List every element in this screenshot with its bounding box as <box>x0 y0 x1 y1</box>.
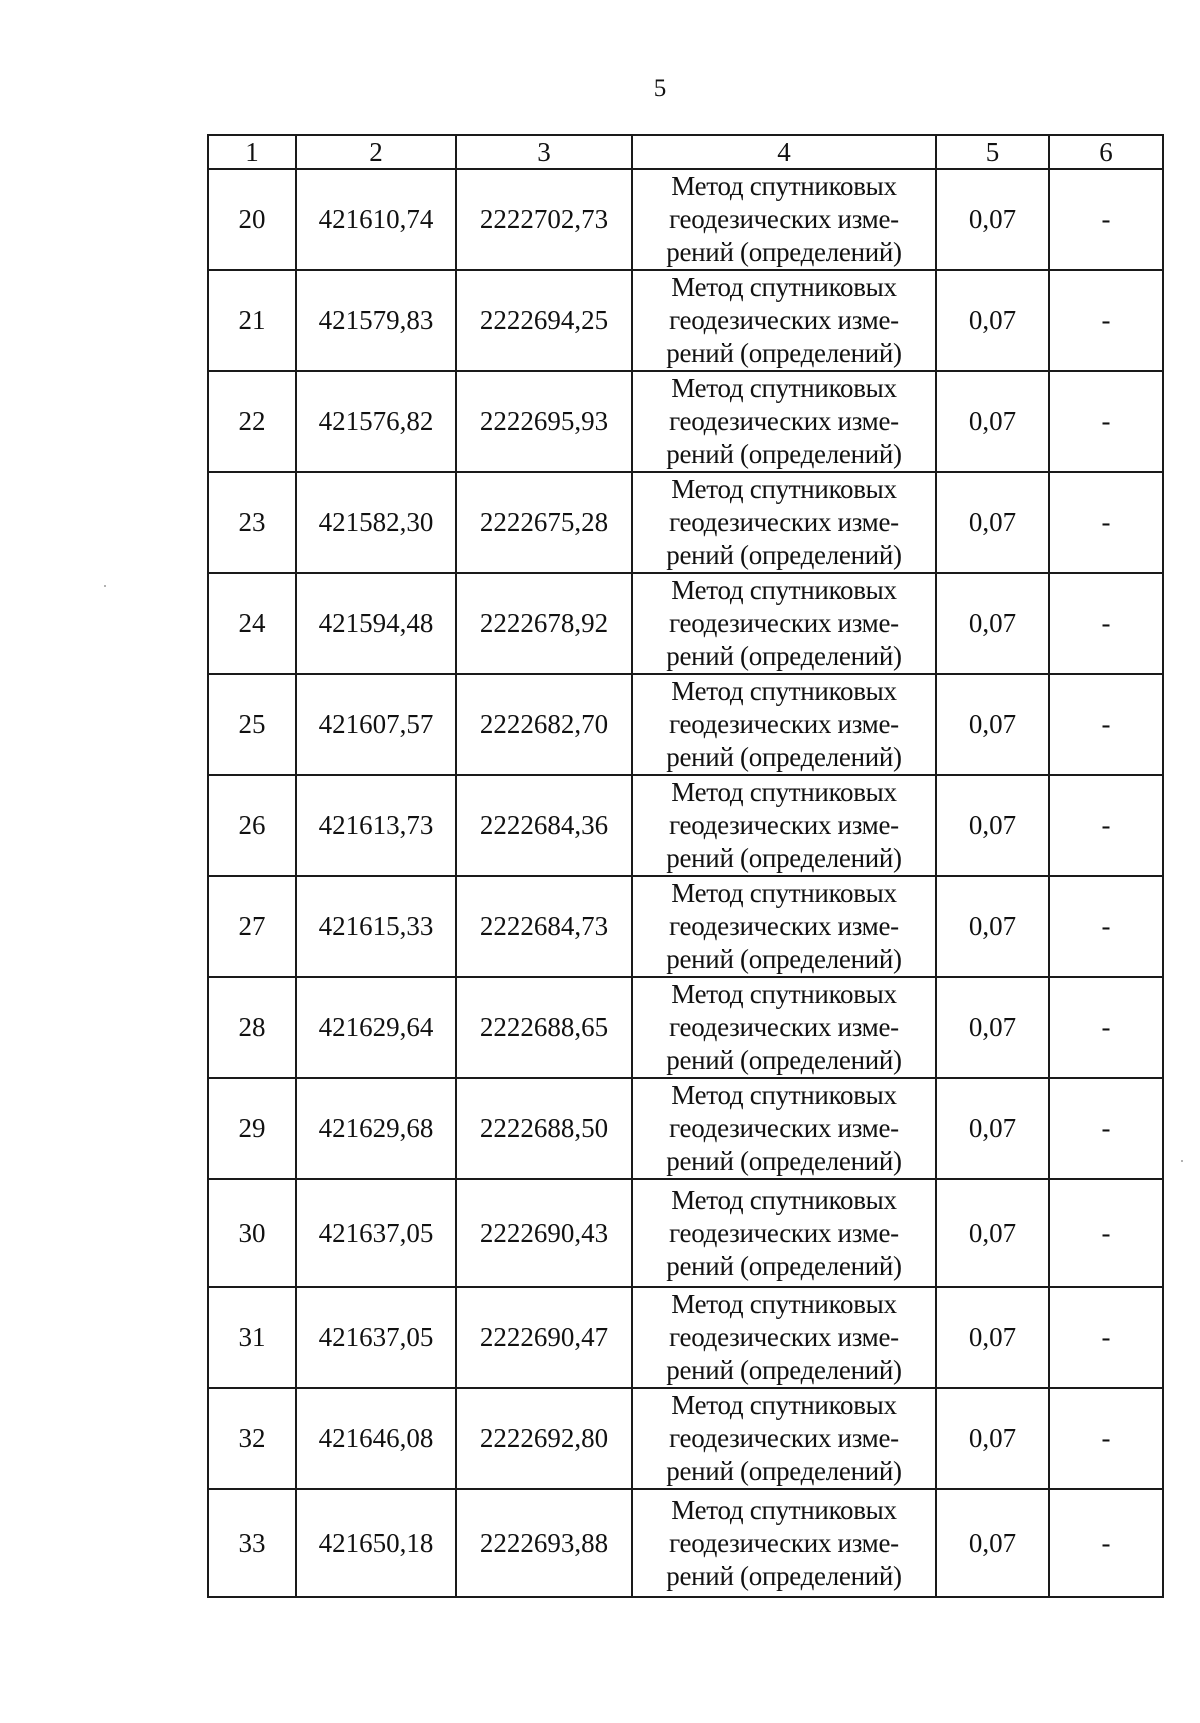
x-coordinate-cell: 421615,33 <box>296 876 456 977</box>
method-cell: Метод спутниковых геодезических изме- рений (определений) <box>632 573 936 674</box>
table-row <box>208 371 1163 472</box>
x-coordinate-cell: 421637,05 <box>296 1287 456 1388</box>
note-cell: - <box>1049 573 1163 674</box>
y-coordinate-cell: 2222693,88 <box>456 1489 632 1597</box>
column-header: 3 <box>456 135 632 169</box>
note-cell: - <box>1049 169 1163 270</box>
point-number-cell: 31 <box>208 1287 296 1388</box>
method-cell: Метод спутниковых геодезических изме- рений (определений) <box>632 472 936 573</box>
method-cell: Метод спутниковых геодезических изме- рений (определений) <box>632 775 936 876</box>
table-header-row <box>208 135 1163 169</box>
point-number-cell: 21 <box>208 270 296 371</box>
method-cell: Метод спутниковых геодезических изме- рений (определений) <box>632 876 936 977</box>
note-cell: - <box>1049 1489 1163 1597</box>
y-coordinate-cell: 2222682,70 <box>456 674 632 775</box>
point-number-cell: 23 <box>208 472 296 573</box>
accuracy-cell: 0,07 <box>936 270 1049 371</box>
accuracy-cell: 0,07 <box>936 876 1049 977</box>
column-header: 2 <box>296 135 456 169</box>
x-coordinate-cell: 421610,74 <box>296 169 456 270</box>
method-cell: Метод спутниковых геодезических изме- рений (определений) <box>632 270 936 371</box>
method-cell: Метод спутниковых геодезических изме- рений (определений) <box>632 1489 936 1597</box>
note-cell: - <box>1049 371 1163 472</box>
table-row <box>208 1388 1163 1489</box>
scan-speck <box>104 585 106 587</box>
x-coordinate-cell: 421646,08 <box>296 1388 456 1489</box>
table-row <box>208 573 1163 674</box>
page-number: 5 <box>653 75 667 102</box>
column-header: 5 <box>936 135 1049 169</box>
coordinates-table <box>207 134 1164 1598</box>
x-coordinate-cell: 421637,05 <box>296 1179 456 1287</box>
scan-speck <box>1181 1160 1183 1162</box>
x-coordinate-cell: 421629,68 <box>296 1078 456 1179</box>
method-cell: Метод спутниковых геодезических изме- рений (определений) <box>632 169 936 270</box>
table-row <box>208 1078 1163 1179</box>
table-row <box>208 1287 1163 1388</box>
column-header: 6 <box>1049 135 1163 169</box>
note-cell: - <box>1049 1388 1163 1489</box>
accuracy-cell: 0,07 <box>936 1287 1049 1388</box>
accuracy-cell: 0,07 <box>936 674 1049 775</box>
y-coordinate-cell: 2222684,36 <box>456 775 632 876</box>
table-row <box>208 169 1163 270</box>
point-number-cell: 26 <box>208 775 296 876</box>
column-header: 4 <box>632 135 936 169</box>
y-coordinate-cell: 2222688,50 <box>456 1078 632 1179</box>
note-cell: - <box>1049 1287 1163 1388</box>
table-row <box>208 977 1163 1078</box>
note-cell: - <box>1049 472 1163 573</box>
note-cell: - <box>1049 1078 1163 1179</box>
table-row <box>208 775 1163 876</box>
point-number-cell: 30 <box>208 1179 296 1287</box>
method-cell: Метод спутниковых геодезических изме- рений (определений) <box>632 1287 936 1388</box>
x-coordinate-cell: 421650,18 <box>296 1489 456 1597</box>
point-number-cell: 32 <box>208 1388 296 1489</box>
note-cell: - <box>1049 977 1163 1078</box>
y-coordinate-cell: 2222690,43 <box>456 1179 632 1287</box>
y-coordinate-cell: 2222678,92 <box>456 573 632 674</box>
table-row <box>208 876 1163 977</box>
x-coordinate-cell: 421594,48 <box>296 573 456 674</box>
x-coordinate-cell: 421613,73 <box>296 775 456 876</box>
x-coordinate-cell: 421576,82 <box>296 371 456 472</box>
y-coordinate-cell: 2222684,73 <box>456 876 632 977</box>
accuracy-cell: 0,07 <box>936 1388 1049 1489</box>
y-coordinate-cell: 2222675,28 <box>456 472 632 573</box>
x-coordinate-cell: 421579,83 <box>296 270 456 371</box>
note-cell: - <box>1049 775 1163 876</box>
method-cell: Метод спутниковых геодезических изме- рений (определений) <box>632 371 936 472</box>
table-row <box>208 1179 1163 1287</box>
accuracy-cell: 0,07 <box>936 573 1049 674</box>
point-number-cell: 28 <box>208 977 296 1078</box>
point-number-cell: 22 <box>208 371 296 472</box>
accuracy-cell: 0,07 <box>936 775 1049 876</box>
accuracy-cell: 0,07 <box>936 1078 1049 1179</box>
accuracy-cell: 0,07 <box>936 1489 1049 1597</box>
table-row <box>208 472 1163 573</box>
accuracy-cell: 0,07 <box>936 1179 1049 1287</box>
table-row <box>208 270 1163 371</box>
table-row <box>208 674 1163 775</box>
point-number-cell: 24 <box>208 573 296 674</box>
note-cell: - <box>1049 1179 1163 1287</box>
table-row <box>208 1489 1163 1597</box>
point-number-cell: 20 <box>208 169 296 270</box>
point-number-cell: 33 <box>208 1489 296 1597</box>
y-coordinate-cell: 2222688,65 <box>456 977 632 1078</box>
y-coordinate-cell: 2222694,25 <box>456 270 632 371</box>
x-coordinate-cell: 421582,30 <box>296 472 456 573</box>
method-cell: Метод спутниковых геодезических изме- рений (определений) <box>632 674 936 775</box>
x-coordinate-cell: 421629,64 <box>296 977 456 1078</box>
accuracy-cell: 0,07 <box>936 472 1049 573</box>
point-number-cell: 25 <box>208 674 296 775</box>
column-header: 1 <box>208 135 296 169</box>
note-cell: - <box>1049 270 1163 371</box>
accuracy-cell: 0,07 <box>936 977 1049 1078</box>
x-coordinate-cell: 421607,57 <box>296 674 456 775</box>
accuracy-cell: 0,07 <box>936 371 1049 472</box>
accuracy-cell: 0,07 <box>936 169 1049 270</box>
y-coordinate-cell: 2222692,80 <box>456 1388 632 1489</box>
method-cell: Метод спутниковых геодезических изме- рений (определений) <box>632 1179 936 1287</box>
y-coordinate-cell: 2222690,47 <box>456 1287 632 1388</box>
point-number-cell: 29 <box>208 1078 296 1179</box>
note-cell: - <box>1049 876 1163 977</box>
method-cell: Метод спутниковых геодезических изме- рений (определений) <box>632 1388 936 1489</box>
method-cell: Метод спутниковых геодезических изме- рений (определений) <box>632 1078 936 1179</box>
note-cell: - <box>1049 674 1163 775</box>
y-coordinate-cell: 2222695,93 <box>456 371 632 472</box>
point-number-cell: 27 <box>208 876 296 977</box>
method-cell: Метод спутниковых геодезических изме- рений (определений) <box>632 977 936 1078</box>
y-coordinate-cell: 2222702,73 <box>456 169 632 270</box>
